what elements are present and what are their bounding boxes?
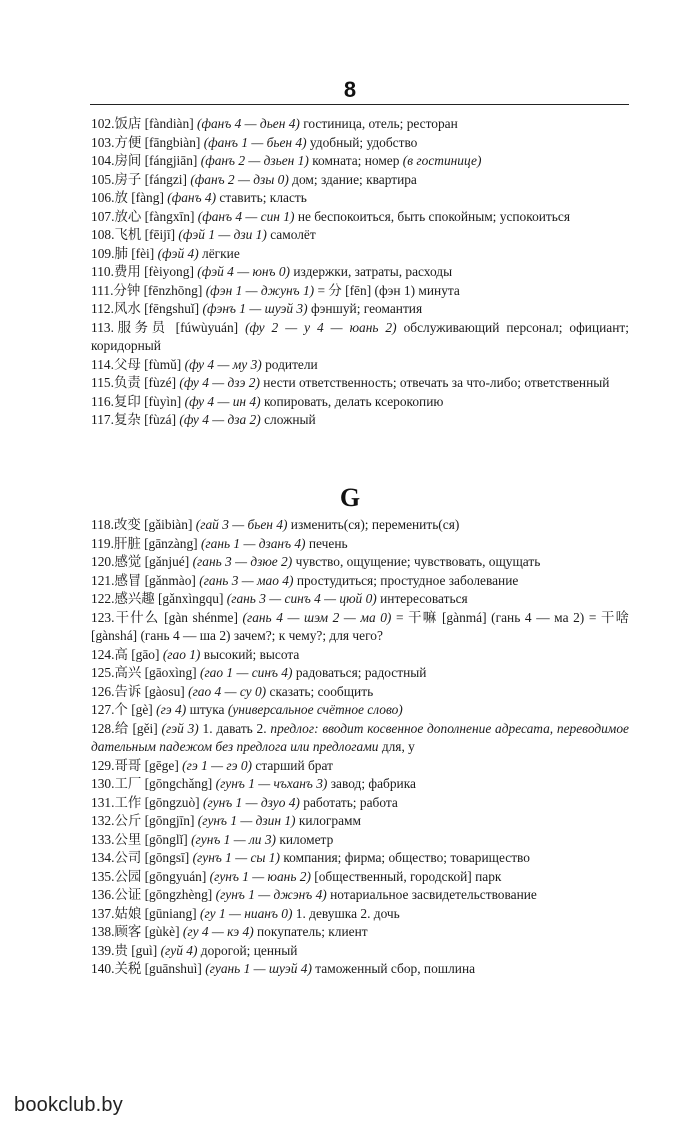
entry-pronunciation: (гао 4 — су 0) — [188, 683, 267, 699]
entry-definition: удобный; удобство — [309, 134, 418, 150]
dictionary-entry — [91, 664, 629, 683]
entry-number: 125. — [91, 665, 115, 680]
dictionary-entry — [91, 516, 629, 535]
dictionary-entry — [91, 535, 629, 554]
entry-pinyin: [gùkè] — [144, 924, 180, 939]
entry-definition: [общественный, городской] парк — [314, 868, 502, 884]
entry-pronunciation: (гао 1 — синъ 4) — [200, 665, 293, 680]
entry-number: 128. — [91, 720, 115, 736]
dictionary-entry — [91, 356, 629, 375]
dictionary-entry — [91, 590, 629, 609]
watermark-text: bookclub.by — [14, 1094, 123, 1116]
entry-pronunciation: (фу 4 — ин 4) — [184, 393, 261, 409]
entry-hanzi: 复杂 — [113, 412, 141, 427]
entry-number: 105. — [91, 171, 115, 187]
entry-number: 122. — [91, 591, 115, 606]
page-number: 8 — [343, 77, 357, 102]
dictionary-entry — [91, 374, 629, 393]
section-letter-heading: G — [339, 483, 361, 512]
entry-definition: копировать, делать ксерокопию — [263, 393, 444, 409]
entry-pronunciation: (гуй 4) — [160, 942, 198, 958]
dictionary-entry — [91, 171, 629, 190]
dictionary-entry — [91, 411, 629, 430]
entry-hanzi: 关税 — [114, 961, 142, 976]
entry-number: 104. — [91, 153, 115, 168]
dictionary-entry — [91, 849, 629, 868]
entry-note: (универсальное счётное слово) — [227, 702, 403, 717]
entry-pronunciation: (гунъ 1 — джэнъ 4) — [215, 887, 327, 902]
entry-hanzi: 方便 — [114, 134, 142, 150]
dictionary-entry — [91, 115, 629, 134]
entry-hanzi: 房间 — [114, 153, 142, 168]
dictionary-entry — [91, 189, 629, 208]
entry-number: 134. — [91, 850, 115, 865]
entry-pronunciation: (гай 3 — бьен 4) — [195, 517, 288, 532]
entry-number: 113. — [91, 319, 114, 335]
entry-hanzi: 哥哥 — [114, 757, 142, 773]
entry-hanzi: 复印 — [113, 393, 141, 409]
dictionary-entry — [91, 609, 629, 646]
entry-pinyin: [fángjiān] — [144, 153, 198, 168]
entry-pronunciation: (фанъ 4 — дьен 4) — [197, 116, 300, 131]
entry-number: 137. — [91, 905, 115, 921]
entry-pinyin: [gōngyuán] — [144, 868, 207, 884]
dictionary-entry — [91, 757, 629, 776]
entry-number: 103. — [91, 134, 115, 150]
entry-pinyin: [gōngjīn] — [144, 813, 195, 828]
entry-number: 107. — [91, 208, 115, 224]
entry-pinyin: [fùzé] — [144, 375, 177, 390]
dictionary-entry — [91, 701, 629, 720]
entry-number: 138. — [91, 924, 115, 939]
entry-definition: штука — [189, 702, 225, 717]
entry-definition: ставить; класть — [219, 190, 307, 205]
entry-pinyin: [gàn shénme] — [164, 609, 238, 625]
entry-definition: завод; фабрика — [330, 776, 416, 791]
entry-definition: фэншуй; геомантия — [310, 301, 423, 316]
entry-hanzi: 风水 — [113, 301, 141, 316]
entry-pinyin: [gōnglǐ] — [144, 831, 188, 847]
entry-hanzi: 肺 — [114, 245, 128, 261]
dictionary-entry — [91, 245, 629, 264]
entry-pinyin: [gǎibiàn] — [144, 517, 193, 532]
entry-number: 121. — [91, 572, 115, 588]
entry-hanzi: 改变 — [113, 517, 141, 532]
entry-pronunciation: (гань 4 — шэм 2 — ма 0) — [242, 609, 392, 625]
entry-pinyin: [fúwùyuán] — [175, 319, 239, 335]
entry-definition: нотариальное засвидетельствование — [330, 887, 537, 902]
entry-hanzi: 公园 — [114, 868, 142, 884]
entry-pinyin: [fángzi] — [144, 171, 187, 187]
entry-number: 124. — [91, 646, 115, 662]
entry-pronunciation: (фу 4 — дза 2) — [179, 412, 261, 427]
entry-definition: компания; фирма; общество; товарищество — [283, 850, 530, 865]
dictionary-entry — [91, 923, 629, 942]
entry-hanzi: 个 — [114, 702, 128, 717]
entry-definition: печень — [308, 535, 348, 551]
entry-pinyin: [fàngxīn] — [144, 208, 195, 224]
entry-hanzi: 贵 — [114, 942, 128, 958]
entry-pinyin: [gōngzhèng] — [144, 887, 213, 902]
header-rule — [90, 104, 629, 105]
entry-pinyin: [fàndiàn] — [144, 116, 194, 131]
dictionary-entry — [91, 831, 629, 850]
entry-pronunciation: (фэнъ 1 — шуэй 3) — [202, 301, 308, 316]
entry-number: 140. — [91, 961, 115, 976]
entry-pinyin: [gāo] — [131, 646, 160, 662]
entry-number: 126. — [91, 683, 115, 699]
entry-pronunciation: (фанъ 4 — син 1) — [197, 208, 295, 224]
entry-definition: старший брат — [255, 757, 333, 773]
entry-hanzi: 告诉 — [114, 683, 142, 699]
entry-pinyin: [gēge] — [144, 757, 179, 773]
entry-number: 131. — [91, 794, 115, 810]
entry-hanzi: 分钟 — [113, 282, 141, 298]
entry-pronunciation: (гунъ 1 — сы 1) — [192, 850, 280, 865]
entry-pronunciation: (фэй 4) — [157, 245, 199, 261]
entry-definition: не беспокоиться, быть спокойным; успокоиться — [297, 208, 570, 224]
dictionary-entry — [91, 263, 629, 282]
entry-number: 133. — [91, 831, 115, 847]
entry-definition: лёгкие — [202, 245, 240, 261]
entry-pronunciation: (фу 4 — му 3) — [184, 356, 262, 372]
entry-pinyin: [gōngchǎng] — [144, 776, 213, 791]
dictionary-entry — [91, 905, 629, 924]
entry-number: 112. — [91, 301, 114, 316]
entry-number: 119. — [91, 535, 114, 551]
entry-number: 111. — [91, 282, 114, 298]
dictionary-entry — [91, 794, 629, 813]
entry-pinyin: [gè] — [131, 702, 153, 717]
entry-hanzi: 公证 — [114, 887, 142, 902]
entry-pronunciation: (гунъ 1 — дзин 1) — [197, 813, 296, 828]
entry-pinyin: [fùzá] — [144, 412, 177, 427]
entry-number: 132. — [91, 813, 115, 828]
entry-pinyin: [fēngshuǐ] — [144, 301, 200, 316]
dictionary-entry — [91, 812, 629, 831]
entry-number: 123. — [91, 609, 115, 625]
entry-definition: интересоваться — [380, 591, 468, 606]
entry-definition: родители — [265, 356, 318, 372]
entry-number: 136. — [91, 887, 115, 902]
entry-note: предлог: вводит косвенное дополнение адресата, переводимое дательным падежом без предлога или предлогами — [91, 720, 629, 754]
entry-number: 108. — [91, 227, 115, 242]
entry-definition: покупатель; клиент — [257, 924, 368, 939]
entry-definition: чувство, ощущение; чувствовать, ощущать — [295, 554, 541, 569]
entry-pinyin: [gōngsī] — [144, 850, 190, 865]
dictionary-entry — [91, 775, 629, 794]
entry-definition: таможенный сбор, пошлина — [315, 961, 476, 976]
dictionary-entry — [91, 393, 629, 412]
entry-pronunciation: (фу 4 — дзэ 2) — [179, 375, 260, 390]
entry-hanzi: 高 — [114, 646, 128, 662]
entry-number: 127. — [91, 702, 115, 717]
entry-number: 102. — [91, 116, 115, 131]
entry-definition-continued: для, у — [381, 739, 415, 754]
entry-pronunciation: (гао 1) — [162, 646, 201, 662]
entry-pronunciation: (фэй 1 — дзи 1) — [178, 227, 267, 242]
entry-pinyin: [gàosu] — [144, 683, 185, 699]
entry-hanzi: 放 — [114, 190, 128, 205]
entry-definition: нести ответственность; отвечать за что-либо; ответственный — [263, 375, 610, 390]
entry-definition: 1. девушка 2. дочь — [295, 905, 400, 921]
entry-number: 139. — [91, 942, 115, 958]
dictionary-entry — [91, 226, 629, 245]
entry-pronunciation: (гуань 1 — шуэй 4) — [205, 961, 312, 976]
entry-number: 110. — [91, 264, 114, 279]
entry-pinyin: [fèiyong] — [144, 264, 194, 279]
entry-definition: гостиница, отель; ресторан — [303, 116, 458, 131]
dictionary-entry — [91, 960, 629, 979]
entry-pinyin: [gǎnmào] — [144, 572, 196, 588]
entries-section-g — [91, 516, 629, 979]
entry-hanzi: 姑娘 — [114, 905, 142, 921]
entry-pinyin: [fùmǔ] — [144, 356, 182, 372]
entry-definition: килограмм — [298, 813, 361, 828]
entry-pronunciation: (фанъ 1 — бьен 4) — [203, 134, 307, 150]
entry-pinyin: [guānshuì] — [144, 961, 202, 976]
dictionary-entry — [91, 683, 629, 702]
entry-number: 130. — [91, 776, 115, 791]
entry-hanzi: 感冒 — [114, 572, 142, 588]
entry-pronunciation: (гунъ 1 — юань 2) — [209, 868, 311, 884]
entry-definition: высокий; высота — [203, 646, 300, 662]
dictionary-entry — [91, 300, 629, 319]
entry-pinyin: [gōngzuò] — [144, 794, 200, 810]
entry-pronunciation: (фанъ 4) — [167, 190, 217, 205]
entry-pinyin: [fēnzhōng] — [143, 282, 203, 298]
entry-pinyin: [fèi] — [131, 245, 155, 261]
dictionary-entry — [91, 319, 629, 356]
entry-hanzi: 感觉 — [114, 554, 142, 569]
entry-pinyin: [fēijī] — [144, 227, 176, 242]
entry-definition: работать; работа — [303, 794, 398, 810]
dictionary-entry — [91, 942, 629, 961]
entry-number: 135. — [91, 868, 115, 884]
entry-hanzi: 高兴 — [114, 665, 142, 680]
entry-hanzi: 干什么 — [114, 609, 160, 625]
dictionary-entry — [91, 134, 629, 153]
entry-definition: дом; здание; квартира — [292, 171, 417, 187]
entry-pinyin: [gūniang] — [144, 905, 197, 921]
dictionary-entry — [91, 720, 629, 757]
entry-hanzi: 父母 — [113, 356, 141, 372]
dictionary-entry — [91, 553, 629, 572]
entry-definition: = 分 [fēn] (фэн 1) минута — [317, 282, 460, 298]
entry-number: 118. — [91, 517, 114, 532]
entry-pinyin: [guì] — [131, 942, 158, 958]
entry-definition: обслуживающий персонал; официант; коридорный — [91, 319, 629, 353]
entry-hanzi: 服务员 — [113, 319, 169, 335]
entry-number: 109. — [91, 245, 115, 261]
entry-definition: комната; номер — [312, 153, 400, 168]
entry-pronunciation: (гунъ 1 — чъханъ 3) — [215, 776, 328, 791]
entry-number: 115. — [91, 375, 114, 390]
entry-pronunciation: (гэй 3) — [161, 720, 199, 736]
entry-pronunciation: (фанъ 2 — дзьен 1) — [200, 153, 309, 168]
entry-pronunciation: (фанъ 2 — дзы 0) — [190, 171, 289, 187]
entry-pinyin: [gāoxìng] — [144, 665, 197, 680]
entry-hanzi: 房子 — [114, 171, 142, 187]
entry-hanzi: 放心 — [114, 208, 142, 224]
entry-hanzi: 负责 — [113, 375, 141, 390]
entry-pronunciation: (гэ 1 — гэ 0) — [182, 757, 253, 773]
entry-pinyin: [fāngbiàn] — [144, 134, 201, 150]
entry-pinyin: [fùyìn] — [144, 393, 182, 409]
entry-hanzi: 肝脏 — [113, 535, 141, 551]
entries-section-f — [91, 115, 629, 430]
entry-hanzi: 公斤 — [114, 813, 142, 828]
entry-pronunciation: (гунъ 1 — ли 3) — [191, 831, 276, 847]
entry-hanzi: 饭店 — [114, 116, 142, 131]
entry-pronunciation: (фэй 4 — юнъ 0) — [197, 264, 291, 279]
entry-hanzi: 公司 — [114, 850, 142, 865]
entry-definition: самолёт — [270, 227, 316, 242]
entry-definition: сказать; сообщить — [269, 683, 374, 699]
dictionary-entry — [91, 282, 629, 301]
entry-number: 120. — [91, 554, 115, 569]
entry-hanzi: 工作 — [114, 794, 142, 810]
entry-number: 129. — [91, 757, 115, 773]
dictionary-entry — [91, 646, 629, 665]
entry-pronunciation: (гань 3 — дзюе 2) — [192, 554, 293, 569]
entry-pronunciation: (гу 1 — нианъ 0) — [200, 905, 293, 921]
dictionary-entry — [91, 572, 629, 591]
entry-hanzi: 顾客 — [114, 924, 142, 939]
entry-pronunciation: (гу 4 — кэ 4) — [182, 924, 254, 939]
entry-definition: дорогой; ценный — [200, 942, 298, 958]
entry-hanzi: 给 — [114, 720, 129, 736]
entry-hanzi: 飞机 — [114, 227, 142, 242]
entry-pronunciation: (фу 2 — у 4 — юань 2) — [245, 319, 397, 335]
entry-hanzi: 感兴趣 — [114, 591, 155, 606]
entry-pinyin: [gǎnjué] — [144, 554, 190, 569]
entry-definition: изменить(ся); переменить(ся) — [290, 517, 460, 532]
dictionary-entry — [91, 152, 629, 171]
entry-pronunciation: (гань 3 — синъ 4 — цюй 0) — [226, 591, 377, 606]
dictionary-entry — [91, 868, 629, 887]
entry-pronunciation: (гэ 4) — [156, 702, 187, 717]
entry-pinyin: [fàng] — [131, 190, 164, 205]
entry-pronunciation: (гунъ 1 — дзуо 4) — [202, 794, 300, 810]
entry-pinyin: [gānzàng] — [144, 535, 198, 551]
entry-hanzi: 费用 — [113, 264, 141, 279]
entry-pronunciation: (фэн 1 — джунъ 1) — [205, 282, 315, 298]
entry-hanzi: 工厂 — [114, 776, 142, 791]
entry-definition: сложный — [264, 412, 316, 427]
entry-number: 116. — [91, 393, 114, 409]
dictionary-entry — [91, 208, 629, 227]
dictionary-entry — [91, 886, 629, 905]
entry-number: 117. — [91, 412, 114, 427]
entry-definition: простудиться; простудное заболевание — [296, 572, 519, 588]
entry-number: 114. — [91, 356, 114, 372]
entry-hanzi: 公里 — [114, 831, 142, 847]
entry-note: (в гостинице) — [402, 153, 482, 168]
entry-definition: километр — [279, 831, 334, 847]
entry-definition: = 干嘛 [gànmá] (гань 4 — ма 2) = 干啥 [gànshá] (гань 4 — ша 2) зачем?; к чему?; для чего? — [91, 609, 629, 643]
entry-pinyin: [gǎnxìngqu] — [157, 591, 224, 606]
entry-pronunciation: (гань 3 — мао 4) — [199, 572, 294, 588]
entry-definition: 1. давать 2. — [202, 720, 267, 736]
entry-number: 106. — [91, 190, 115, 205]
entry-pinyin: [gěi] — [132, 720, 158, 736]
entry-pronunciation: (гань 1 — дзанъ 4) — [200, 535, 306, 551]
entry-definition: радоваться; радостный — [295, 665, 427, 680]
entry-definition: издержки, затраты, расходы — [293, 264, 453, 279]
